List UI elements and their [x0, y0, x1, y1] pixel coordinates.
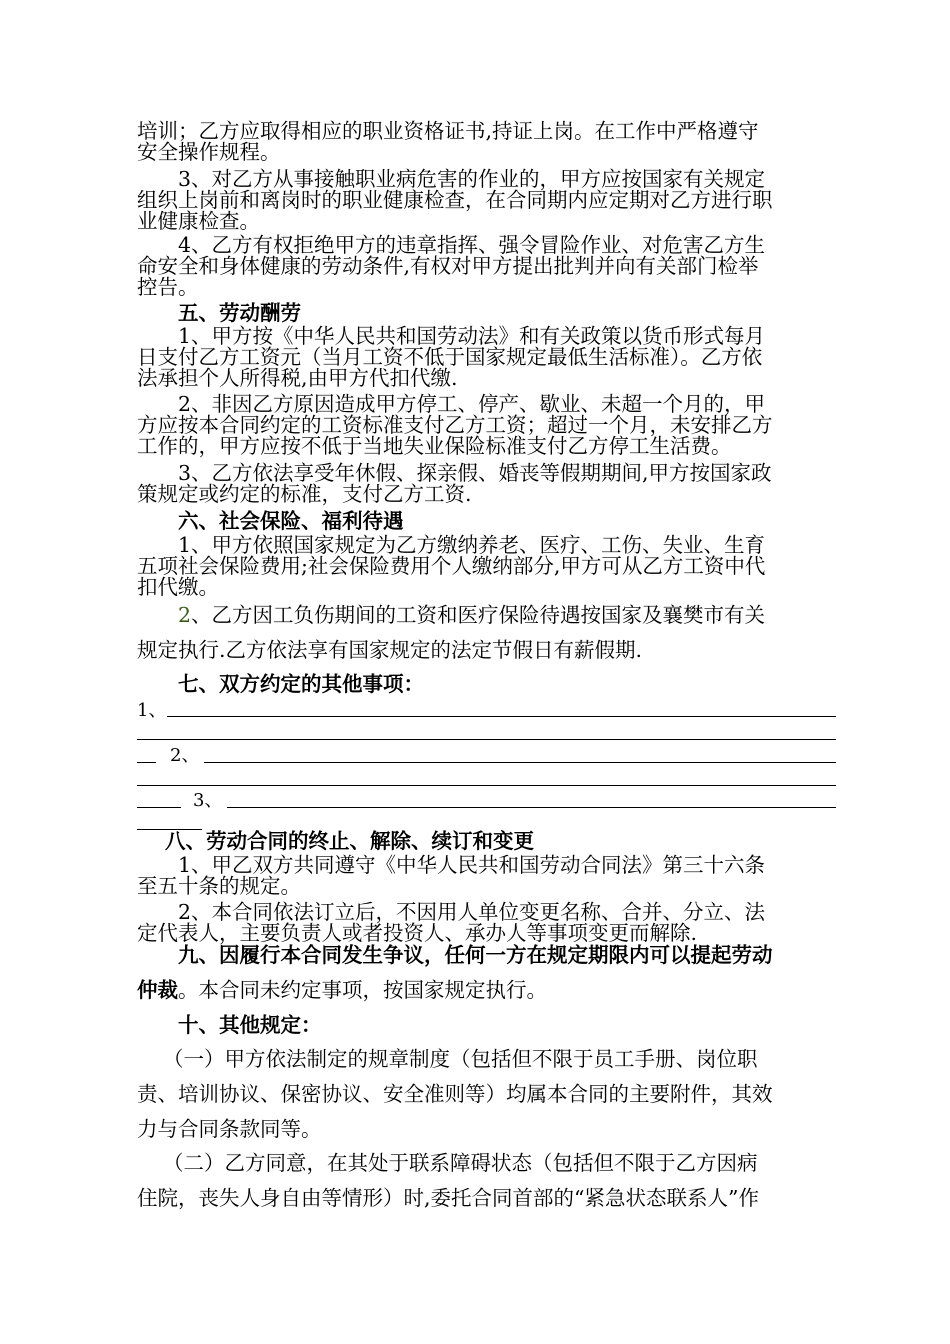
paragraph-continuation: 培训；乙方应取得相应的职业资格证书,持证上岗。在工作中严格遵守 安全操作规程。: [137, 119, 759, 164]
blank-line-3[interactable]: [227, 807, 836, 808]
blank-line-1[interactable]: [167, 716, 836, 717]
blank-line-2[interactable]: [204, 762, 836, 763]
blank-item-3-label: 3、: [193, 790, 223, 811]
paragraph-10-2: （二）乙方同意，在其处于联系障碍状态（包括但不限于乙方因病 住院，丧失人身自由等情形）时,委托合同首部的“紧急状态联系人”作: [137, 1151, 759, 1210]
blank-line-lead-2[interactable]: [137, 762, 156, 763]
paragraph-8-1: 1、甲乙双方共同遵守《中华人民共和国劳动合同法》第三十六条 至五十条的规定。: [137, 853, 766, 898]
section-heading-6: 六、社会保险、福利待遇: [178, 509, 404, 533]
section-heading-7: 七、双方约定的其他事项：: [178, 672, 424, 696]
blank-line-lead-3[interactable]: [137, 807, 181, 808]
paragraph-5-2: 2、非因乙方原因造成甲方停工、停产、歇业、未超一个月的，甲 方应按本合同约定的工资标准支付乙方工资；超过一个月，未安排乙方 工作的，甲方应按不低于当地失业保险标准支付乙方停工生活费。: [137, 392, 773, 458]
blank-line-2b[interactable]: [137, 785, 836, 786]
paragraph-5-3: 3、乙方依法享受年休假、探亲假、婚丧等假期期间,甲方按国家政 策规定或约定的标准，支付乙方工资.: [137, 461, 772, 506]
paragraph-clause-3: 3、对乙方从事接触职业病危害的作业的，甲方应按国家有关规定 组织上岗前和离岗时的职业健康检查，在合同期内应定期对乙方进行职 业健康检查。: [137, 167, 773, 233]
section-heading-10: 十、其他规定：: [178, 1013, 322, 1037]
section-9: 九、因履行本合同发生争议，任何一方在规定期限内可以提起劳动 仲裁。本合同未约定事项，按国家规定执行。: [137, 943, 773, 1002]
blank-item-1-label: 1、: [137, 700, 167, 721]
paragraph-6-1: 1、甲方依照国家规定为乙方缴纳养老、医疗、工伤、失业、生育 五项社会保险费用;社会保险费用个人缴纳部分,甲方可从乙方工资中代 扣代缴。: [137, 533, 766, 599]
section-heading-8: 八、劳动合同的终止、解除、续订和变更: [165, 829, 534, 853]
section-heading-5: 五、劳动酬劳: [178, 301, 301, 325]
paragraph-5-1: 1、甲方按《中华人民共和国劳动法》和有关政策以货币形式每月 日支付乙方工资元（当月工资不低于国家规定最低生活标准）。乙方依 法承担个人所得税,由甲方代扣代缴.: [137, 324, 766, 390]
paragraph-10-1: （一）甲方依法制定的规章制度（包括但不限于员工手册、岗位职 责、培训协议、保密协议、安全准则等）均属本合同的主要附件，其效 力与合同条款同等。: [137, 1047, 773, 1141]
paragraph-clause-4: 4、乙方有权拒绝甲方的违章指挥、强令冒险作业、对危害乙方生 命安全和身体健康的劳动条件,有权对甲方提出批判并向有关部门检举 控告。: [137, 233, 766, 299]
paragraph-8-2: 2、本合同依法订立后，不因用人单位变更名称、合并、分立、法 定代表人，主要负责人或者投资人、承办人等事项变更而解除.: [137, 900, 766, 945]
blank-line-1b[interactable]: [137, 739, 836, 740]
blank-item-2-label: 2、: [170, 745, 200, 766]
paragraph-6-2: 2、乙方因工负伤期间的工资和医疗保险待遇按国家及襄樊市有关 规定执行.乙方依法享有国家规定的法定节假日有薪假期.: [137, 603, 766, 662]
